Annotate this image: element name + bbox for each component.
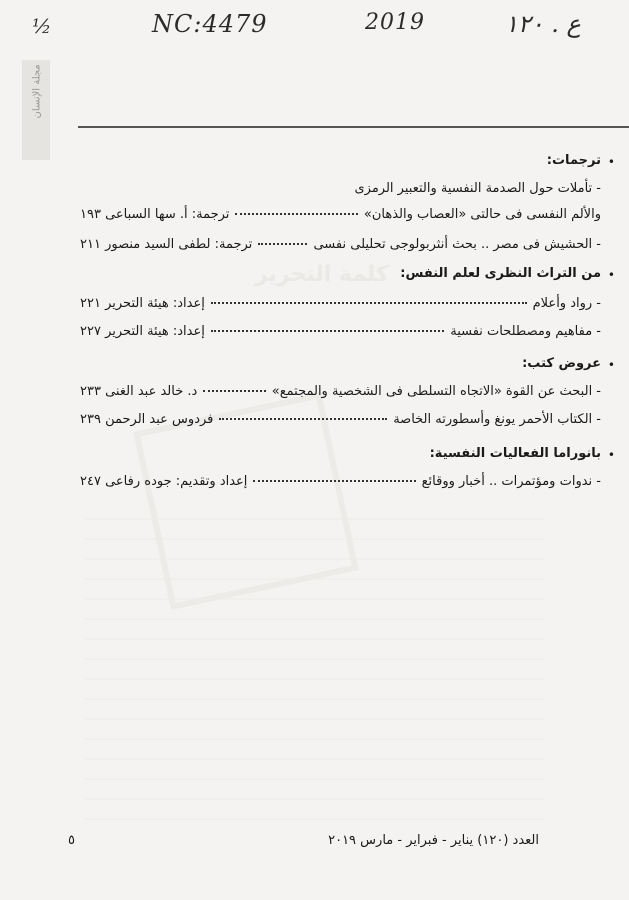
bleed-through-title: كلمة التحرير [255,262,389,287]
toc-entry-title: - الكتاب الأحمر يونغ وأسطورته الخاصة [393,412,601,427]
toc-entry-credit: إعداد وتقديم: جوده رفاعى ٢٤٧ [80,474,248,489]
toc-entry [80,207,601,222]
section-title: عروض كتب: [522,356,601,371]
toc-entry [80,384,601,399]
toc-entry-credit: ترجمة: أ. سها السباعى ١٩٣ [80,207,230,222]
toc-entry-title: - البحث عن القوة «الاتجاه التسلطى فى الشخصية والمجتمع» [271,384,601,399]
toc-entry [80,324,601,339]
bullet-icon: • [607,155,615,169]
table-of-contents [80,0,615,900]
leader-dots [258,243,307,245]
leader-dots [253,480,415,482]
toc-entry-credit: د. خالد عبد الغنى ٢٣٣ [80,384,198,399]
toc-entry-title: - رواد وأعلام [532,296,601,311]
handwritten-year: 2019 [365,10,425,35]
bullet-icon: • [607,358,615,372]
toc-entry [80,237,601,252]
toc-entry-credit: ترجمة: لطفى السيد منصور ٢١١ [80,237,253,252]
toc-entry-title: - ندوات ومؤتمرات .. أخبار ووقائع [421,474,601,489]
toc-entry: - تأملات حول الصدمة النفسية والتعبير الرمزى [354,181,601,196]
toc-entry-title: - الحشيش فى مصر .. بحث أنثربولوجى تحليلى نفسى [313,237,601,252]
page-number: ٥ [68,833,75,848]
toc-entry [80,296,601,311]
toc-entry [80,474,601,489]
leader-dots [211,330,444,332]
running-header: مجلة الإنسان [31,64,43,119]
leader-dots [219,418,387,420]
leader-dots [235,213,357,215]
toc-entry-credit: فردوس عبد الرحمن ٢٣٩ [80,412,214,427]
bullet-icon: • [607,268,615,282]
handwritten-issue: ع . ١٢٠ [505,10,581,38]
section-title: ترجمات: [546,153,601,168]
toc-entry-credit: إعداد: هيئة التحرير ٢٢٧ [80,324,205,339]
handwritten-catalog-number: NC:4479 [152,10,268,38]
leader-dots [211,302,527,304]
toc-entry-title: والألم النفسى فى حالتى «العصاب والذهان» [363,207,601,222]
footer-issue-line: العدد (١٢٠) يناير - فبراير - مارس ٢٠١٩ [328,833,539,848]
bullet-icon: • [607,448,615,462]
leader-dots [203,390,265,392]
handwritten-mark: ½ [32,14,53,38]
section-title: من التراث النظرى لعلم النفس: [400,266,601,281]
toc-entry-title: - مفاهيم ومصطلحات نفسية [450,324,601,339]
section-title: بانوراما الفعاليات النفسية: [429,446,601,461]
toc-entry [80,412,601,427]
toc-entry-credit: إعداد: هيئة التحرير ٢٢١ [80,296,205,311]
